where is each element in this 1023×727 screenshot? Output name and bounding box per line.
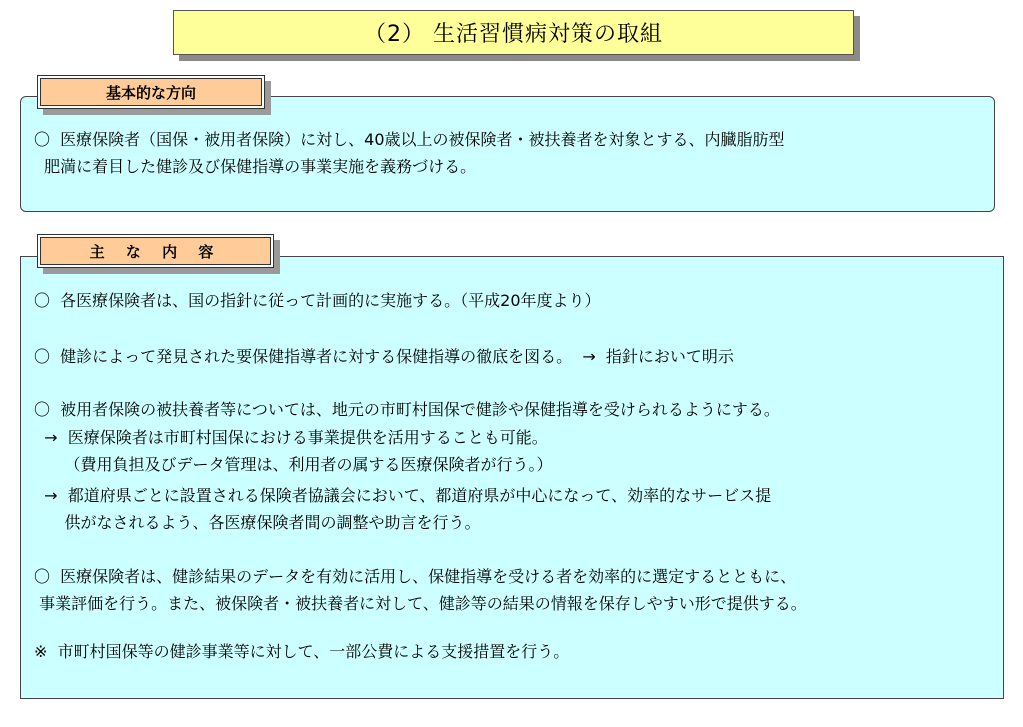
basic-direction-label: 基本的な方向 bbox=[37, 75, 265, 109]
item-3-line-2: → 医療保険者は市町村国保における事業提供を活用することも可能。 bbox=[34, 428, 548, 447]
item-4-line-1: 〇 医療保険者は、健診結果のデータを有効に活用し、保健指導を受ける者を効率的に選定するとともに、 bbox=[34, 567, 797, 586]
page-title: （2） 生活習慣病対策の取組 bbox=[173, 10, 854, 55]
item-3-line-5: 供がなされるよう、各医療保険者間の調整や助言を行う。 bbox=[34, 513, 481, 532]
item-3-line-1: 〇 被用者保険の被扶養者等については、地元の市町村国保で健診や保健指導を受けられるようにする。 bbox=[34, 400, 780, 419]
main-content-panel bbox=[20, 256, 1004, 699]
basic-direction-line-1: 〇 医療保険者（国保・被用者保険）に対し、40歳以上の被保険者・被扶養者を対象とする、内臓脂肪型 bbox=[34, 130, 785, 149]
item-4-line-2: 事業評価を行う。また、被保険者・被扶養者に対して、健診等の結果の情報を保存しやすい形で提供する。 bbox=[34, 594, 807, 613]
basic-direction-line-2: 肥満に着目した健診及び保健指導の事業実施を義務づける。 bbox=[34, 157, 477, 176]
item-2-line-1: 〇 健診によって発見された要保健指導者に対する保健指導の徹底を図る。 → 指針において明示 bbox=[34, 347, 734, 366]
item-1-line-1: 〇 各医療保険者は、国の指針に従って計画的に実施する。（平成20年度より） bbox=[34, 291, 601, 310]
main-content-label: 主 な 内 容 bbox=[37, 234, 274, 268]
item-5-line-1: ※ 市町村国保等の健診事業等に対して、一部公費による支援措置を行う。 bbox=[34, 642, 570, 661]
item-3-line-3: （費用負担及びデータ管理は、利用者の属する医療保険者が行う。） bbox=[34, 455, 553, 474]
item-3-line-4: → 都道府県ごとに設置される保険者協議会において、都道府県が中心になって、効率的なサービス提 bbox=[34, 486, 772, 505]
